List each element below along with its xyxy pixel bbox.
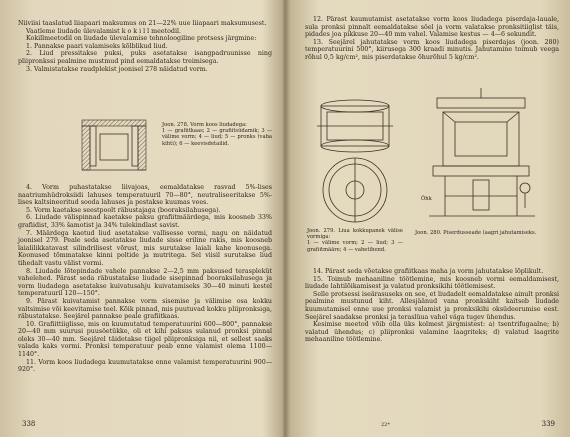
figure-278-legend: 1 — grafiitkaas; 2 — grafiitsüdamik; 3 — välime vorm; 4 — liud; 5 — pronks (vaba kihti); 6 — keevisdetailid.: [162, 128, 272, 147]
right-text-1: 12. Pärast kuumutamist asetatakse vorm koos liudadega piserdaja-lauale, sula pronksi pinnalt eemaldatakse söel ja vorm valatakse pronksitiiglist täis, pidades joa pikkuse 20—40 mm vahel. Valamise kestus — 4—6 sekundit.: [305, 16, 559, 39]
right-page-number: 339: [541, 420, 555, 428]
left-text-3: Kokillmeetodil on liudade ülevalamise tehnoloogiline protsess järgmine:: [26, 35, 257, 43]
left-body-7: 10. Grafiittiiglisse, mis on kuumutatud temperatuurini 600—800°, pannakse 20—40 mm suurusi puusöetükke, oli et kihi paksus sulanud pronksi pinnal oleks 30—40 mm. Seejärel täidetakse tiigel pliipronksiga nii, et sellest saaks valada kaks vormi. Pronksi temperatuur peab enne valamist olema 1100—1140°.: [18, 320, 272, 359]
figure-279-drawing: [307, 88, 403, 228]
figure-280-drawing: [415, 88, 547, 230]
right-body-2: 15. Toimub mehaaniline töötlemine, mis koosneb vormi eemaldamisest, liudade lahtilõikamisest ja valatud pronksikihi töötlemisest.: [305, 275, 559, 291]
left-page: [14, 0, 276, 437]
figure-278-caption: Joon. 278. Vorm koos liudadega:: [162, 122, 247, 128]
signature-mark: 22*: [381, 422, 390, 428]
left-page-number: 338: [22, 420, 36, 428]
left-text-1: Niiviisi taaslatud liiapaari maksumus on 21—22% uue liiapaari maksumusest.: [18, 20, 267, 27]
left-body-1: 4. Vorm puhastatakse liivajoas, eemaldatakse rasvad 5%-lises naatriumhüdroksiidi lahuses temperatuuril 70—80°, neutraliseeritakse 5%-lises kaltsineeritud sooda lahuses ja pestakse kuumas vees.: [18, 184, 272, 207]
left-text-6: 3. Valmistatakse raudplekist joonisel 278 näidatud vorm.: [26, 65, 208, 73]
figure-278-drawing: [74, 114, 154, 176]
left-text-5: 2. Liud pressitakse puksi, puks asetatakse isangpadruunisse ning pliipronkssi pealmine mustmud pind eemaldatakse treimisega.: [18, 50, 272, 65]
left-text-4: 1. Pannakse paari valamiseks kõlblikud liud.: [26, 42, 168, 50]
right-body-4: Kesimise meetod võib olla üks kolmest järgmistest: a) tsentrifugaalne; b) valatud ühendus; c) pliipronksi valamine laagriteks; d) valatud laagrite mehaaniline töötlemine.: [305, 321, 559, 344]
figure-279-legend: 1 — välime vorm; 2 — liud; 3 — grafiitmääre; 4 — vahetihend.: [307, 240, 403, 253]
left-body-8: 11. Vorm koos liudadega kuumutatakse enne valamist temperatuurini 900—920°.: [18, 358, 272, 374]
right-body-1: 14. Pärast seda võetakse grafiitkaas maha ja vorm jahutatakse lõplikult.: [313, 268, 544, 275]
left-body-6: 9. Pärast kuivatamist pannakse vorm sisemise ja välimise osa kokku valtsimise või keevitamise teel. Kõik pinnad, mis puutuvad kokku pliipronksiga, räbustatakse. Seejärel pannakse peale grafiitkaas.: [18, 297, 272, 321]
right-page: [301, 0, 563, 437]
left-body-5: 8. Liudade lõtepindade vahele pannakse 2—2,5 mm paksused teraspleküt vahelehed. Pärast seda räbustatakse liudade sisepinnad booraksilahusega ja vorm liudadega asetatakse kuivatusahju kuivatamiseks 30—40 minuti kestel temperatuuril 120—150°.: [18, 267, 272, 298]
right-text-2: 13. Seejärel jahutatakse vorm koos liudadega piserdajas (joon. 280) temperatuurini 500°, kiirusega 300 kraadi minutis. Jahutamine toimub veega rõhul 0,5 kg/cm², mis piserdatakse õhurõhul 5 kg/cm².: [305, 38, 559, 61]
left-text-2: Vaatleme liudade ülevalamist k o k i l l meetodil.: [26, 27, 181, 35]
figure-280: [415, 88, 563, 256]
figure-278: [74, 114, 274, 178]
left-body-4: 7. Määrdega kaetud liud asetatakse vallisesse vormi, nagu on näidatud joonisel 279. Peale seda asetatakse liudade sisse eriline rakis, mis koosneb laialilikkatavast silindrilisest võrust, mis surutakse laiali kahe koonusega. Koonused tõmmatakse kinni poltide ja mutritega. Sel viisil surutakse liud tihedalt vastu välist vormi.: [18, 229, 272, 267]
figure-280-caption: Joon. 280. Piserdusseade (aagri jahutamiseks.: [415, 230, 537, 236]
figure-279-caption: Joon. 279. Liua kokkupanek välise vormiga:: [307, 228, 403, 241]
left-body-2: 5. Vorm kaetakse seestpoolt räbustajaga (booraksilahusega).: [26, 206, 221, 214]
left-body-3: 6. Liudade välispinnad kaetakse paksu grafiitmäärdega, mis koosneb 33% grafiidist, 33% šamotist ja 34% tulekindlast savist.: [18, 214, 272, 229]
figure-279: [307, 88, 407, 256]
right-body-3: Selle protsessi iseärasuseks on see, et liudadelt eemaldatakse ainult pronksi pealmine mustunud kiht. Allesjäänud vana pronkskiht kaitseb liudade kuumutamisel enne uue pronksi valamist ja pronksikihi oksüdeerumise eest. Seejärel saadakse pronksi ja teraslüua vahel väga tugev ühendus.: [305, 290, 559, 321]
figure-280-air-label: Öhk: [421, 196, 432, 202]
